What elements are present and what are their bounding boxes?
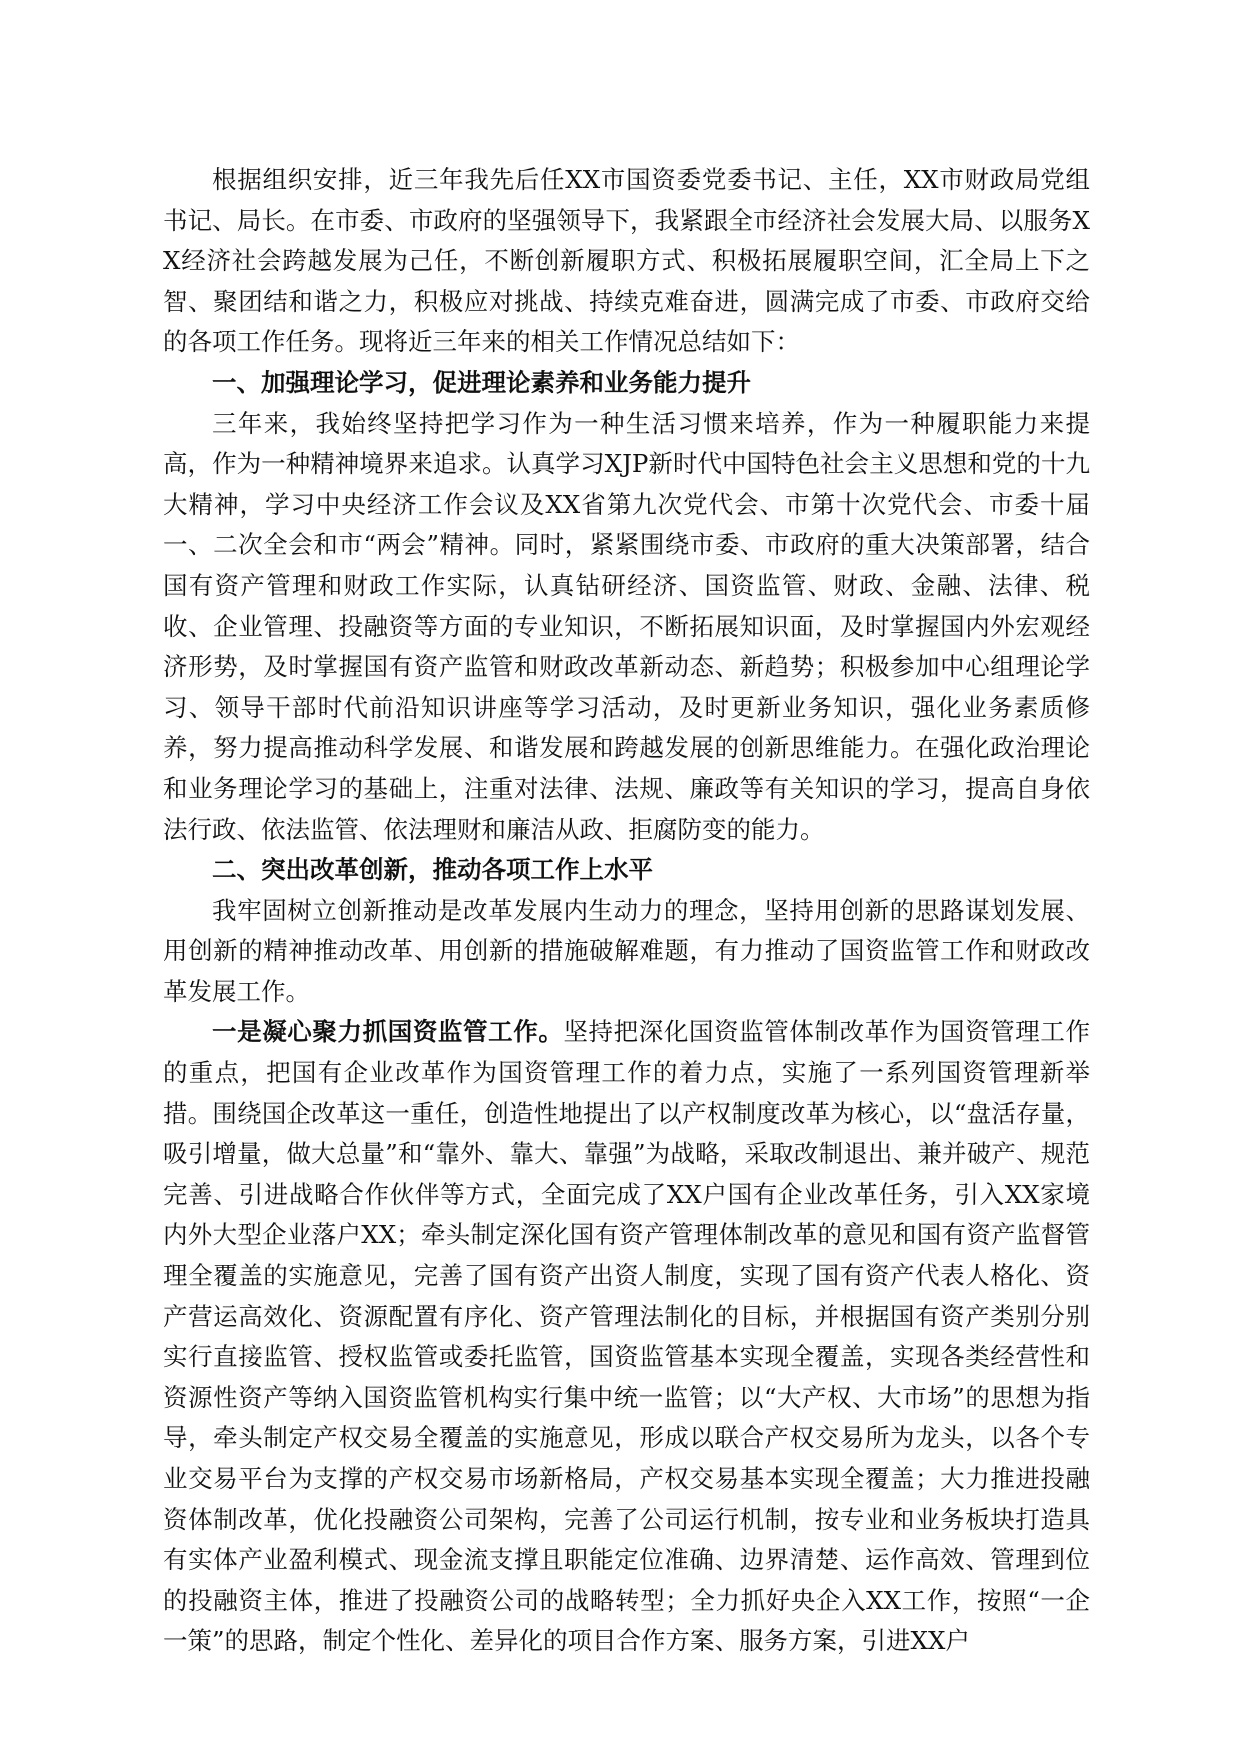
section-heading-1: 一、加强理论学习，促进理论素养和业务能力提升 (212, 367, 751, 397)
state-assets-body-text: 坚持把深化国资监管体制改革作为国资管理工作的重点，把国有企业改革作为国资管理工作的着力点，实施了一系列国资管理新举措。围绕国企改革这一重任，创造性地提出了以产权制度改革为核心，以“盘活存量，吸引增量，做大总量”和“靠外、靠大、靠强”为战略，采取改制退出、兼并破产、规范完善、引进战略合作伙伴等方式，全面完成了XX户国有企业改革任务，引入XX家境内外大型企业落户XX；牵头制定深化国有资产管理体制改革的意见和国有资产监督管理全覆盖的实施意见，完善了国有资产出资人制度，实现了国有资产代表人格化、资产营运高效化、资源配置有序化、资产管理法制化的目标，并根据国有资产类别分别实行直接监管、授权监管或委托监管，国资监管基本实现全覆盖，实现各类经营性和资源性资产等纳入国资监管机构实行集中统一监管；以“大产权、大市场”的思想为指导，牵头制定产权交易全覆盖的实施意见，形成以联合产权交易所为龙头，以各个专业交易平台为支撑的产权交易市场新格局，产权交易基本实现全覆盖；大力推进投融资体制改革，优化投融资公司架构，完善了公司运行机制，按专业和业务板块打造具有实体产业盈利模式、现金流支撑且职能定位准确、边界清楚、运作高效、管理到位的投融资主体，推进了投融资公司的战略转型；全力抓好央企入XX工作，按照“一企一策”的思路，制定个性化、差异化的项目合作方案、服务方案，引进XX户 (163, 1017, 1091, 1656)
theory-study-paragraph: 三年来，我始终坚持把学习作为一种生活习惯来培养，作为一种履职能力来提高，作为一种精神境界来追求。认真学习XJP新时代中国特色社会主义思想和党的十九大精神，学习中央经济工作会议及XX省第九次党代会、市第十次党代会、市委十届一、二次全会和市“两会”精神。同时，紧紧围绕市委、市政府的重大决策部署，结合国有资产管理和财政工作实际，认真钻研经济、国资监管、财政、金融、法律、税收、企业管理、投融资等方面的专业知识，不断拓展知识面，及时掌握国内外宏观经济形势，及时掌握国有资产监管和财政改革新动态、新趋势；积极参加中心组理论学习、领导干部时代前沿知识讲座等学习活动，及时更新业务知识，强化业务素质修养，努力提高推动科学发展、和谐发展和跨越发展的创新思维能力。在强化政治理论和业务理论学习的基础上，注重对法律、法规、廉政等有关知识的学习，提高自身依法行政、依法监管、依法理财和廉洁从政、拒腐防变的能力。 (163, 408, 1090, 844)
intro-paragraph: 根据组织安排，近三年我先后任XX市国资委党委书记、主任，XX市财政局党组书记、局长。在市委、市政府的坚强领导下，我紧跟全市经济社会发展大局、以服务XX经济社会跨越发展为己任，不断创新履职方式、积极拓展履职空间，汇全局上下之智、聚团结和谐之力，积极应对挑战、持续克难奋进，圆满完成了市委、市政府交给的各项工作任务。现将近三年来的相关工作情况总结如下： (163, 165, 1090, 357)
state-assets-paragraph (163, 1012, 1090, 1662)
section-heading-2: 二、突出改革创新，推动各项工作上水平 (212, 855, 653, 885)
state-assets-lead-phrase: 一是凝心聚力抓国资监管工作。 (212, 1017, 564, 1047)
reform-innovation-paragraph: 我牢固树立创新推动是改革发展内生动力的理念，坚持用创新的思路谋划发展、用创新的精神推动改革、用创新的措施破解难题，有力推动了国资监管工作和财政改革发展工作。 (163, 895, 1090, 1006)
